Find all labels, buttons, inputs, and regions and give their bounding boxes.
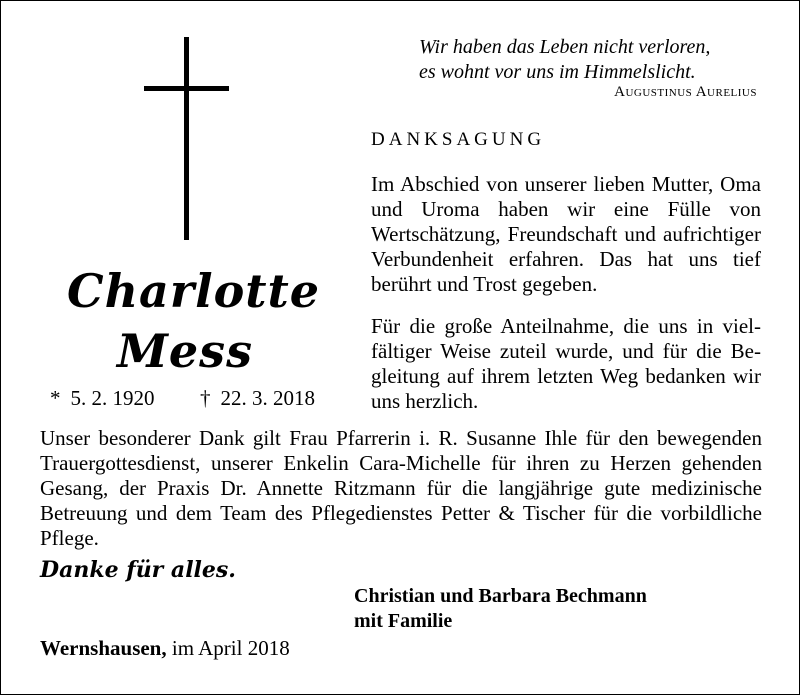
deceased-last-name: Mess — [117, 324, 253, 378]
death-dagger-icon: † — [200, 386, 211, 410]
signers — [354, 584, 647, 634]
place-town: Wernshausen, — [40, 636, 167, 660]
quote-author: Augustinus Aurelius — [614, 84, 757, 100]
place-date-value: im April 2018 — [171, 636, 290, 660]
birth-star-icon: * — [50, 386, 61, 410]
paragraph-2: Für die große Anteilnahme, die uns in vielfältiger Weise zuteil wurde, und für die Begleitung auf ihrem letzten Weg bedanken wir uns herzlich. — [371, 314, 761, 413]
quote-line-1: Wir haben das Leben nicht verloren, — [419, 36, 711, 58]
paragraph-1: Im Abschied von unserer lieben Mutter, Oma und Uroma haben wir eine Fülle von Wertschätzung, Freundschaft und aufrichtiger Verbundenheit erfahren. Das hat uns tief berührt und Trost gegeben. — [371, 172, 761, 296]
epigraph-quote — [419, 35, 759, 85]
cross-icon — [184, 37, 189, 240]
thanks-body: Unser besonderer Dank gilt Frau Pfarrerin i. R. Susanne Ihle für den bewegenden Trauergottesdienst, unserer Enkelin Cara-Michelle für ihren zu Herzen gehenden Gesang, der Praxis Dr. Annette Ritzmann für die langjährige gute medizinische Betreuung und dem Team des Pflegedienstes Petter & Tischer für die vorbildliche Pflege. — [40, 426, 762, 550]
signers-line-1: Christian und Barbara Bechmann — [354, 585, 647, 607]
birth-date — [50, 386, 155, 410]
birth-date-value: 5. 2. 1920 — [70, 386, 155, 410]
death-date-value: 22. 3. 2018 — [220, 386, 315, 410]
place-date — [40, 636, 290, 661]
deceased-first-name: Charlotte — [67, 264, 321, 318]
death-date — [200, 386, 315, 410]
cross-icon-bar — [144, 86, 229, 91]
quote-line-2: es wohnt vor uns im Himmelslicht. — [419, 61, 696, 83]
page-title: DANKSAGUNG — [371, 129, 546, 150]
closing-line: Danke für alles. — [40, 557, 236, 583]
signers-line-2: mit Familie — [354, 610, 453, 632]
